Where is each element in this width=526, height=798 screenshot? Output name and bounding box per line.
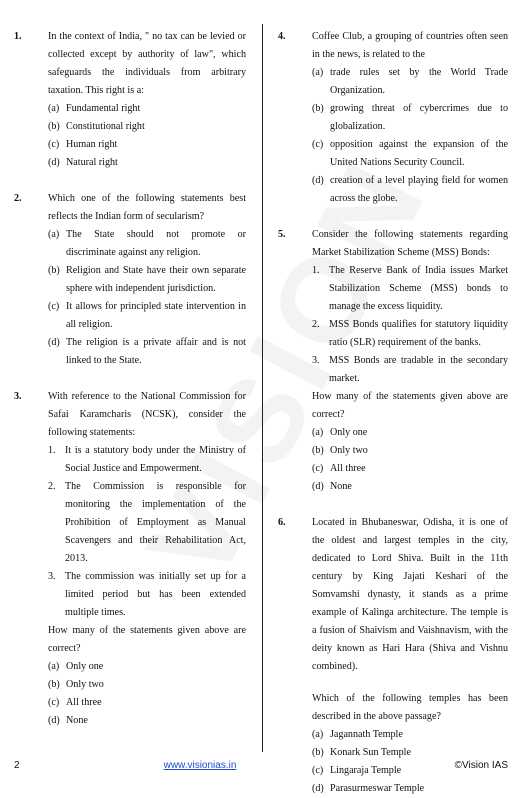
option-label: (d) xyxy=(48,337,60,348)
question-text: With reference to the National Commission for Safai Karamcharis (NCSK), consider the following statements: xyxy=(48,391,246,438)
option-a xyxy=(48,226,246,262)
option-a xyxy=(312,64,508,100)
statement-text: The Reserve Bank of India issues Market Stabilization Scheme (MSS) bonds to manage the excess liquidity. xyxy=(329,265,508,312)
option-label: (a) xyxy=(48,103,60,114)
option-text: Only one xyxy=(66,661,104,672)
option-c xyxy=(48,298,246,334)
option-label: (d) xyxy=(312,783,324,794)
option-c xyxy=(312,460,508,478)
option-b xyxy=(312,442,508,460)
option-label: (d) xyxy=(48,715,60,726)
option-text: All three xyxy=(330,463,366,474)
statement-text: MSS Bonds are tradable in the secondary market. xyxy=(329,355,508,384)
statement-3 xyxy=(312,352,508,388)
statement-text: The commission was initially set up for a limited period but has been extended multiple times. xyxy=(65,571,246,618)
question-number: 4. xyxy=(278,31,286,42)
page-footer xyxy=(0,760,526,776)
option-text: opposition against the expansion of the United Nations Security Council. xyxy=(330,139,508,168)
option-text: Konark Sun Temple xyxy=(330,747,411,758)
statement-1 xyxy=(312,262,508,316)
option-label: (c) xyxy=(48,139,60,150)
option-text: Religion and State have their own separate sphere with independent jurisdiction. xyxy=(66,265,246,294)
question-number: 1. xyxy=(14,31,22,42)
option-text: Only two xyxy=(330,445,368,456)
question-prompt: How many of the statements given above are correct? xyxy=(48,625,246,654)
option-text: trade rules set by the World Trade Organization. xyxy=(330,67,508,96)
option-text: Parasurmeswar Temple xyxy=(330,783,425,794)
option-label: (b) xyxy=(312,445,324,456)
option-label: (a) xyxy=(312,67,324,78)
option-text: creation of a level playing field for women across the globe. xyxy=(330,175,508,204)
option-text: All three xyxy=(66,697,102,708)
statement-text: MSS Bonds qualifies for statutory liquidity ratio (SLR) requirement of the banks. xyxy=(329,319,508,348)
option-d xyxy=(312,780,508,798)
option-label: (b) xyxy=(312,103,324,114)
option-a xyxy=(312,726,508,744)
question-5 xyxy=(278,226,508,496)
option-text: The religion is a private affair and is not linked to the State. xyxy=(66,337,246,366)
option-label: (a) xyxy=(312,427,324,438)
option-label: (a) xyxy=(48,229,60,240)
option-b xyxy=(48,262,246,298)
question-3 xyxy=(14,388,246,730)
option-d xyxy=(48,154,246,172)
statement-2 xyxy=(312,316,508,352)
option-text: Natural right xyxy=(66,157,118,168)
option-text: Only two xyxy=(66,679,104,690)
question-4 xyxy=(278,28,508,208)
option-a xyxy=(312,424,508,442)
option-label: (c) xyxy=(48,697,60,708)
question-text: Consider the following statements regarding Market Stabilization Scheme (MSS) Bonds: xyxy=(312,229,508,258)
option-label: (c) xyxy=(312,139,324,150)
option-text: None xyxy=(66,715,88,726)
statement-label: 1. xyxy=(312,265,320,276)
option-label: (c) xyxy=(48,301,60,312)
option-text: It allows for principled state intervention in all religion. xyxy=(66,301,246,330)
statement-label: 3. xyxy=(48,571,56,582)
option-label: (b) xyxy=(312,747,324,758)
statement-label: 3. xyxy=(312,355,320,366)
option-text: growing threat of cybercrimes due to globalization. xyxy=(330,103,508,132)
option-label: (c) xyxy=(312,463,324,474)
statement-label: 1. xyxy=(48,445,56,456)
question-prompt: Which of the following temples has been described in the above passage? xyxy=(312,693,508,722)
left-column xyxy=(14,28,246,730)
option-label: (a) xyxy=(312,729,324,740)
question-number: 3. xyxy=(14,391,22,402)
option-text: None xyxy=(330,481,352,492)
option-text: Only one xyxy=(330,427,368,438)
option-a xyxy=(48,100,246,118)
website-link[interactable]: www.visionias.in xyxy=(163,760,237,771)
statement-text: The Commission is responsible for monitoring the implementation of the Prohibition of Employment as Manual Scavengers and their Rehabilitation Act, 2013. xyxy=(65,481,246,564)
option-b xyxy=(48,676,246,694)
option-text: Lingaraja Temple xyxy=(330,765,402,776)
option-label: (d) xyxy=(312,175,324,186)
option-label: (d) xyxy=(312,481,324,492)
option-c xyxy=(312,136,508,172)
statement-3 xyxy=(48,568,246,622)
option-c xyxy=(48,136,246,154)
statement-label: 2. xyxy=(48,481,56,492)
option-b xyxy=(312,100,508,136)
question-6 xyxy=(278,514,508,798)
question-prompt: How many of the statements given above are correct? xyxy=(312,391,508,420)
copyright-text: ©Vision IAS xyxy=(454,760,508,771)
option-text: Constitutional right xyxy=(66,121,145,132)
question-number: 2. xyxy=(14,193,22,204)
option-d xyxy=(48,712,246,730)
option-d xyxy=(312,478,508,496)
statement-2 xyxy=(48,478,246,568)
question-2 xyxy=(14,190,246,370)
option-b xyxy=(48,118,246,136)
option-label: (d) xyxy=(48,157,60,168)
option-label: (b) xyxy=(48,679,60,690)
option-label: (c) xyxy=(312,765,324,776)
question-text: Coffee Club, a grouping of countries often seen in the news, is related to the xyxy=(312,31,508,60)
question-number: 6. xyxy=(278,517,286,528)
page-number: 2 xyxy=(14,760,20,771)
option-label: (b) xyxy=(48,265,60,276)
option-c xyxy=(48,694,246,712)
question-text: In the context of India, " no tax can be levied or collected except by authority of law", which safeguards the individuals from arbitrary taxation. This right is a: xyxy=(48,31,246,96)
question-number: 5. xyxy=(278,229,286,240)
question-1 xyxy=(14,28,246,172)
option-text: Fundamental right xyxy=(66,103,141,114)
question-passage: Located in Bhubaneswar, Odisha, it is one of the oldest and largest temples in the city, dedicated to Lord Shiva. Built in the 11th century by King Jajati Keshari of the Somvamshi dynasty, it stands as a prime example of Kalinga architecture. The temple is a fusion of Shaivism and Vaishnavism, with the deity known as Hari Hara (Shiva and Vishnu combined). xyxy=(312,517,508,672)
option-label: (a) xyxy=(48,661,60,672)
column-divider xyxy=(262,24,263,752)
option-d xyxy=(48,334,246,370)
option-text: The State should not promote or discriminate against any religion. xyxy=(66,229,246,258)
statement-label: 2. xyxy=(312,319,320,330)
option-text: Jagannath Temple xyxy=(330,729,403,740)
option-label: (b) xyxy=(48,121,60,132)
option-a xyxy=(48,658,246,676)
right-column xyxy=(278,28,508,798)
statement-text: It is a statutory body under the Ministry of Social Justice and Empowerment. xyxy=(65,445,246,474)
option-text: Human right xyxy=(66,139,118,150)
question-text: Which one of the following statements best reflects the Indian form of secularism? xyxy=(48,193,246,222)
option-d xyxy=(312,172,508,208)
statement-1 xyxy=(48,442,246,478)
